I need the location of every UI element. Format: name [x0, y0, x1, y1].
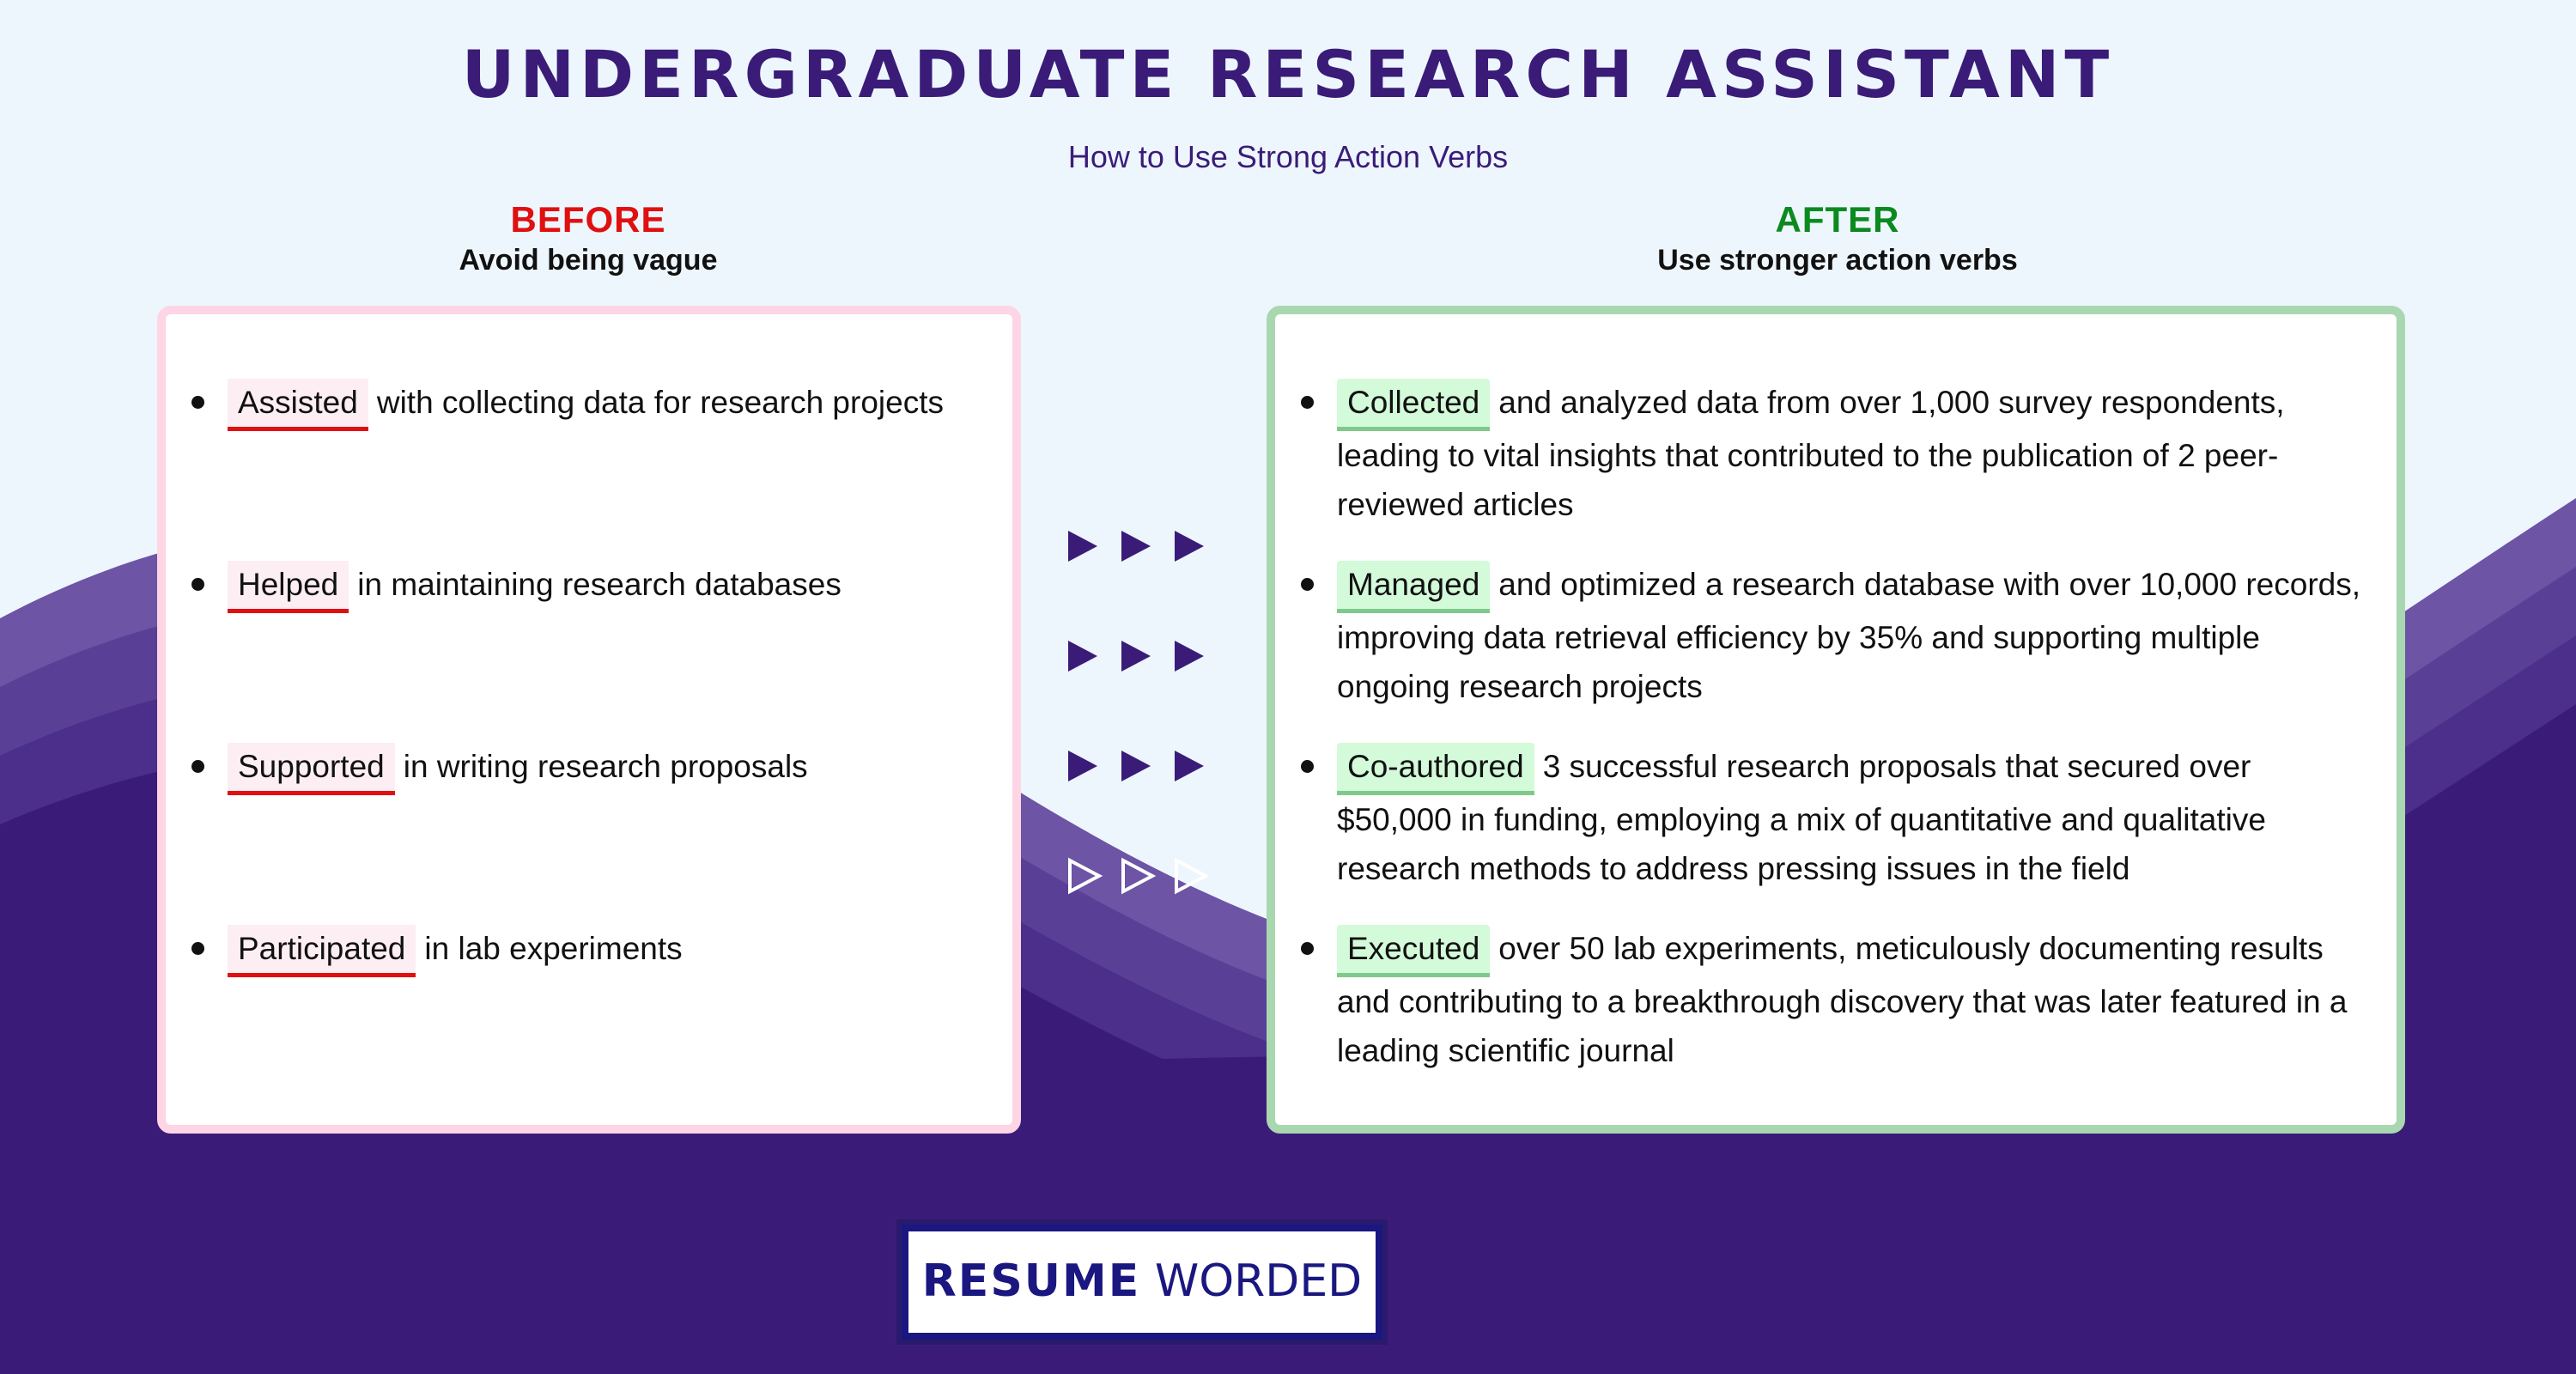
before-item [191, 924, 999, 977]
after-item [1301, 742, 2374, 893]
logo-bold-text: RESUME [921, 1255, 1141, 1307]
resume-worded-logo[interactable] [902, 1225, 1382, 1340]
after-item [1301, 378, 2374, 529]
before-item [191, 742, 999, 795]
before-sublabel: Avoid being vague [459, 244, 718, 277]
item-text: over 50 lab experiments, meticulously documenting results and contributing to a breakthrough discovery that was later featured in a leading scientific journal [1337, 931, 2348, 1068]
item-text: 3 successful research proposals that secured over $50,000 in funding, employing a mix of quantitative and qualitative research methods to address pressing issues in the field [1337, 749, 2266, 886]
triangle-arrows-icon [1065, 635, 1211, 677]
item-text: and analyzed data from over 1,000 survey respondents, leading to vital insights that contributed to the publication of 2 peer-reviewed articles [1337, 385, 2285, 522]
strong-verb: Co-authored [1337, 743, 1534, 795]
weak-verb: Participated [228, 925, 416, 977]
logo-regular-text: WORDED [1154, 1255, 1363, 1307]
before-header [159, 199, 1018, 277]
item-text: in maintaining research databases [357, 567, 841, 602]
before-item [191, 560, 999, 613]
bullet-icon [1301, 396, 1314, 409]
strong-verb: Collected [1337, 379, 1490, 431]
strong-verb: Managed [1337, 561, 1490, 613]
item-text: in lab experiments [424, 931, 683, 966]
after-label: AFTER [1775, 199, 1900, 240]
triangle-arrows-icon [1065, 526, 1211, 567]
weak-verb: Supported [228, 743, 395, 795]
bullet-icon [1301, 578, 1314, 591]
after-header [1271, 199, 2404, 277]
strong-verb: Executed [1337, 925, 1490, 977]
item-text: with collecting data for research projects [376, 385, 944, 420]
triangle-arrows-icon [1065, 745, 1211, 787]
triangle-arrows-outline-icon [1065, 855, 1211, 897]
bullet-icon [1301, 760, 1314, 773]
before-item [191, 378, 999, 431]
bullet-icon [191, 760, 204, 773]
bullet-icon [1301, 942, 1314, 955]
item-text: in writing research proposals [403, 749, 808, 784]
bullet-icon [191, 396, 204, 409]
page-title: UNDERGRADUATE RESEARCH ASSISTANT [461, 36, 2115, 112]
after-item [1301, 924, 2374, 1075]
bullet-icon [191, 942, 204, 955]
after-sublabel: Use stronger action verbs [1657, 244, 2018, 277]
bullet-icon [191, 578, 204, 591]
page-subtitle: How to Use Strong Action Verbs [1067, 139, 1509, 174]
weak-verb: Assisted [228, 379, 368, 431]
weak-verb: Helped [228, 561, 349, 613]
before-card [157, 306, 1021, 1134]
item-text: and optimized a research database with over 10,000 records, improving data retrieval efficiency by 35% and supporting multiple ongoing research projects [1337, 567, 2360, 704]
before-label: BEFORE [510, 199, 666, 240]
after-card [1267, 306, 2405, 1134]
after-item [1301, 560, 2374, 711]
